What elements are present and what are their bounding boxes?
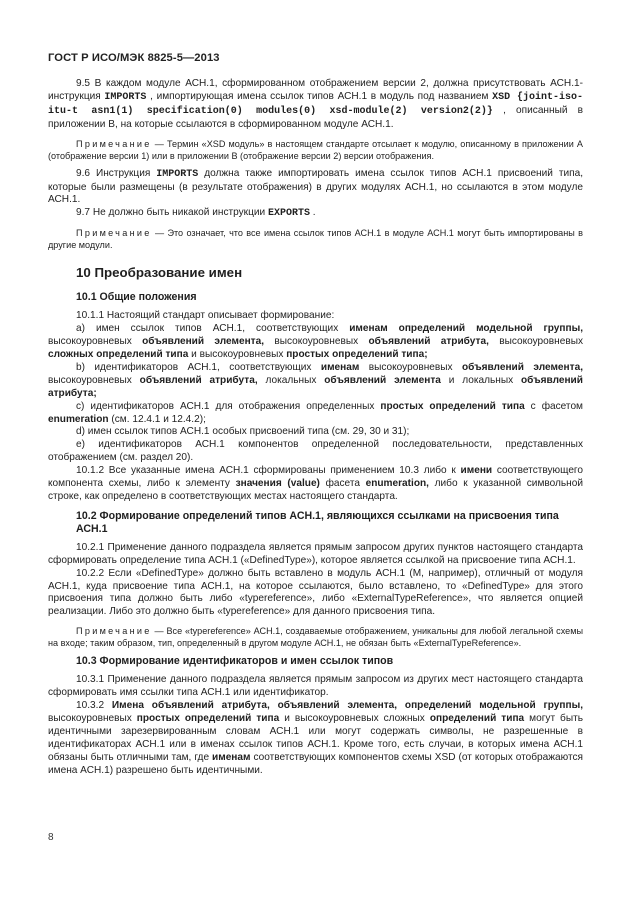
- text: (см. 12.4.1 и 12.4.2);: [108, 413, 206, 425]
- text: 10.1.2 Все указанные имена АСН.1 сформированы применением 10.3 либо к: [76, 465, 461, 477]
- text: b) идентификаторов АСН.1, соответствующих: [76, 361, 321, 373]
- text: , описанный в приложении В, на которые ссылаются в сформированном модуле АСН.1.: [48, 104, 584, 130]
- text: высокоуровневых: [48, 713, 137, 724]
- term: именам: [320, 361, 360, 373]
- paragraph-10-2-2: 10.2.2 Если «DefinedType» должно быть вставлено в модуль АСН.1 (М, например), отличный от модуля АСН.1, куда присвоение типа АСН.1, на которое ссылаются, было вставлено, то «DefinedType» для этого присвоения типа должно быть либо «typereference», либо «ExternalTypeReference», что является опцией реализации. Либо это должно быть «typereference» для данного присвоения типа.: [48, 567, 583, 618]
- text: a) имен ссылок типов АСН.1, соответствующих: [76, 323, 350, 335]
- text: и локальных: [440, 374, 521, 386]
- note-text: — Все «typereference» АСН.1, создаваемые отображением, уникальны для любой легальной схемы на входе; таким образом, тип, определенный в другом модуле АСН.1, не обязан быть «ExternalTypeReference».: [48, 626, 583, 649]
- note-10-2: [48, 625, 583, 649]
- note-9-5: [48, 138, 583, 162]
- code-exports: EXPORTS: [267, 208, 310, 220]
- list-item-e: e) идентификаторов АСН.1 компонентов определенной последовательности, представленных отображением (см. раздел 20).: [48, 439, 583, 464]
- text: либо к указанной символьной строке, как определено в соответствующих местах настоящего стандарта.: [48, 478, 583, 502]
- code-imports: IMPORTS: [104, 91, 147, 103]
- text: высокоуровневых: [264, 336, 369, 348]
- paragraph-9-7: [48, 207, 583, 221]
- code-module-ref: XSD {joint-iso-itu-t asn1(1) specification(0) modules(0) xsd-module(2) version2(2)}: [48, 91, 583, 117]
- text: .: [309, 207, 316, 219]
- text: 9.7 Не должно быть никакой инструкции: [76, 207, 268, 219]
- term: объявлений элемента,: [142, 336, 265, 348]
- paragraph-10-3-1: 10.3.1 Применение данного подраздела является прямым запросом из других мест настоящего стандарта сформировать имя ссылки типа АСН.1 или идентификатор.: [48, 674, 583, 699]
- paragraph-9-5: [48, 78, 583, 132]
- page-number: 8: [48, 832, 54, 843]
- term: объявлений элемента,: [461, 361, 583, 373]
- term: Имена объявлений атрибута, объявлений элемента, определений модельной группы,: [111, 700, 583, 712]
- text: , импортирующая имена ссылок типов АСН.1 в модуль под названием: [146, 90, 493, 102]
- document-body: [48, 78, 583, 778]
- text: локальных: [257, 374, 325, 386]
- term: объявлений атрибута;: [48, 374, 583, 399]
- text: могут быть идентичными зарезервированным словам АСН.1 или могут содержать символы, не разрешенные в идентификаторах АСН.1 или в именах ссылок типов АСН.1. Кроме того, есть случаи, в которых имена АСН.1 обязаны быть отличными там, где: [48, 713, 583, 763]
- document-header: ГОСТ Р ИСО/МЭК 8825-5—2013: [48, 52, 220, 64]
- note-text: — Это означает, что все имена ссылок типов АСН.1 в модуле АСН.1 могут быть импортированы в другие модули.: [48, 228, 583, 251]
- text: и высокоуровневых сложных: [279, 713, 430, 724]
- note-9-7: [48, 227, 583, 251]
- list-item-d: d) имен ссылок типов АСН.1 особых присвоений типа (см. 29, 30 и 31);: [76, 426, 410, 438]
- term: определений типа: [429, 713, 525, 724]
- term: имени: [460, 465, 493, 477]
- text: и высокоуровневых: [188, 348, 287, 360]
- term: простых определений типа: [136, 713, 280, 724]
- term: объявлений атрибута,: [139, 374, 258, 386]
- text: 9.5 В каждом модуле АСН.1, сформированном отображением версии 2, должна присутствовать АСН.1-инструкция: [48, 78, 583, 102]
- paragraph-10-1-2: [48, 465, 583, 504]
- text: фасета: [319, 478, 366, 490]
- term: простых определений типа: [380, 400, 525, 412]
- text: высокоуровневых: [48, 374, 140, 386]
- term: простых определений типа;: [286, 348, 428, 360]
- subsection-10-2-heading: 10.2 Формирование определений типов АСН.1, являющихся ссылками на присвоения типа АСН.1: [76, 509, 559, 535]
- text: c) идентификаторов АСН.1 для отображения определенных: [76, 400, 381, 412]
- note-label: Примечание: [76, 228, 152, 239]
- term: именам определений модельной группы,: [349, 323, 583, 335]
- note-label: Примечание: [76, 138, 152, 149]
- text: с фасетом: [524, 400, 583, 412]
- note-label: Примечание: [76, 626, 152, 637]
- code-imports: IMPORTS: [156, 168, 199, 180]
- note-text: — Термин «XSD модуль» в настоящем стандарте отсылает к модулю, описанному в приложении А (отображение версии 1) или в приложении В (отображение версии 2) версии отображения.: [48, 138, 583, 161]
- text: высокоуровневых: [359, 361, 462, 373]
- section-10-heading: 10 Преобразование имен: [76, 265, 243, 281]
- text: должна также импортировать имена ссылок типов АСН.1 присвоений типа, которые были размещены (в результате отображения) в других модулях АСН.1, но ссылаются в этом модуле АСН.1.: [48, 167, 583, 206]
- subsection-10-3-heading: 10.3 Формирование идентификаторов и имен ссылок типов: [76, 655, 394, 668]
- subsection-10-1-heading: 10.1 Общие положения: [76, 291, 197, 304]
- text: высокоуровневых: [48, 336, 143, 348]
- list-item-b: [48, 362, 583, 401]
- paragraph-9-6: [48, 168, 583, 208]
- paragraph-10-1-1: 10.1.1 Настоящий стандарт описывает формирование:: [76, 310, 335, 322]
- text: соответствующего компонента схемы, либо к элементу: [48, 465, 584, 490]
- text: 10.3.2: [76, 700, 112, 712]
- paragraph-10-3-2: [48, 700, 583, 777]
- term: сложных определений типа: [48, 348, 189, 360]
- text: высокоуровневых: [488, 336, 583, 348]
- term: объявлений атрибута,: [368, 336, 489, 348]
- paragraph-10-2-1: 10.2.1 Применение данного подраздела является прямым запросом других пунктов настоящего стандарта сформировать определение типа АСН.1 («DefinedType»), которое является ссылкой на присвоение типа АСН.1.: [48, 541, 583, 566]
- term: объявлений элемента: [324, 374, 441, 386]
- term: именам: [212, 751, 251, 763]
- list-item-a: [48, 323, 583, 362]
- text: 9.6 Инструкция: [76, 167, 157, 179]
- list-item-c: [48, 401, 583, 427]
- term: enumeration: [48, 413, 109, 425]
- term: enumeration,: [365, 478, 429, 490]
- text: соответствующих компонентов схемы XSD (от которых отображаются имена АСН.1) разрешено быть идентичными.: [48, 751, 583, 776]
- term: значения (value): [235, 478, 320, 490]
